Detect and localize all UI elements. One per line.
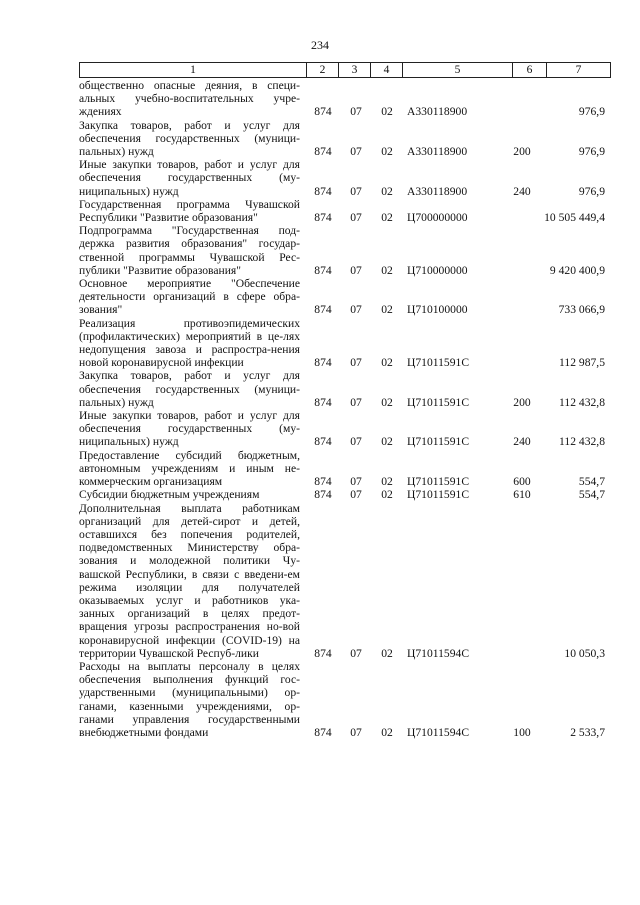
table-row [79, 369, 610, 409]
row-ministry-code: 874 [314, 184, 332, 198]
table-row [79, 119, 610, 159]
row-section-code: 07 [350, 646, 362, 660]
row-ministry-code: 874 [314, 475, 332, 489]
row-section-code: 07 [350, 303, 362, 317]
row-ministry-code: 874 [314, 435, 332, 449]
row-subsection-code: 02 [381, 263, 393, 277]
row-section-code: 07 [350, 475, 362, 489]
header-col-1: 1 [80, 63, 307, 78]
row-expense-type: 200 [513, 395, 531, 409]
table-row [79, 79, 610, 119]
row-subsection-code: 02 [381, 145, 393, 159]
header-col-7: 7 [547, 63, 611, 78]
row-description: Подпрограмма "Государственная под-держка развития образования" государ-ственной программы Чувашской Рес-публики "Развитие образования" [79, 224, 300, 277]
row-ministry-code: 874 [314, 725, 332, 739]
row-ministry-code: 874 [314, 211, 332, 225]
row-section-code: 07 [350, 435, 362, 449]
row-amount: 112 432,8 [559, 395, 605, 409]
row-section-code: 07 [350, 395, 362, 409]
row-subsection-code: 02 [381, 646, 393, 660]
row-description: Государственная программа Чувашской Республики "Развитие образования" [79, 197, 300, 225]
row-amount: 10 050,3 [564, 646, 605, 660]
row-subsection-code: 02 [381, 475, 393, 489]
row-expense-type: 100 [513, 725, 531, 739]
row-target-article: Ц71011594С [407, 725, 470, 739]
row-target-article: Ц710000000 [407, 263, 468, 277]
row-section-code: 07 [350, 211, 362, 225]
row-amount: 10 505 449,4 [544, 211, 605, 225]
row-subsection-code: 02 [381, 395, 393, 409]
row-section-code: 07 [350, 145, 362, 159]
row-target-article: А330118900 [407, 105, 468, 119]
row-ministry-code: 874 [314, 356, 332, 370]
row-ministry-code: 874 [314, 145, 332, 159]
header-col-6: 6 [513, 63, 547, 78]
row-section-code: 07 [350, 105, 362, 119]
page-number: 234 [311, 38, 329, 52]
row-amount: 2 533,7 [570, 725, 605, 739]
row-ministry-code: 874 [314, 488, 332, 502]
row-ministry-code: 874 [314, 263, 332, 277]
table-row [79, 502, 610, 660]
row-description: Расходы на выплаты персоналу в целях обеспечения выполнения функций гос-ударственными (муниципальными) ор-ганами, казенными учреждениями, ор-ганами управления государственными внебюджетными фондами [79, 659, 300, 739]
row-description: Иные закупки товаров, работ и услуг для обеспечения государственных (му-ниципальных) нужд [79, 158, 300, 198]
row-ministry-code: 874 [314, 395, 332, 409]
row-target-article: Ц71011591С [407, 488, 470, 502]
row-expense-type: 600 [513, 475, 531, 489]
row-subsection-code: 02 [381, 184, 393, 198]
row-description: Дополнительная выплата работникам организаций для детей-сирот и детей, оставшихся без попечения родителей, подведомственных Министерству обра-зования и молодежной политики Чу-вашской Республики, в связи с введени-ем режима изоляции для получателей оказываемых услуг и работников ука-занных организаций в целях предот-вращения угрозы распространения но-вой коронавирусной инфекции (COVID-19) на территории Чувашской Респуб-лики [79, 501, 300, 660]
row-description: Основное мероприятие "Обеспечение деятельности организаций в сфере обра-зования" [79, 277, 300, 317]
table-row [79, 660, 610, 739]
table-row [79, 224, 610, 277]
row-description: общественно опасные деяния, в специ-альных учебно-воспитательных учре-ждениях [79, 79, 300, 119]
row-expense-type: 240 [513, 184, 531, 198]
row-section-code: 07 [350, 488, 362, 502]
row-description: Иные закупки товаров, работ и услуг для обеспечения государственных (му-ниципальных) нужд [79, 409, 300, 449]
row-expense-type: 240 [513, 435, 531, 449]
header-col-3: 3 [339, 63, 371, 78]
row-ministry-code: 874 [314, 105, 332, 119]
row-amount: 976,9 [578, 105, 605, 119]
row-amount: 554,7 [578, 475, 605, 489]
row-target-article: Ц71011591С [407, 395, 470, 409]
row-amount: 112 987,5 [559, 356, 605, 370]
row-ministry-code: 874 [314, 646, 332, 660]
column-number-header [79, 62, 611, 78]
row-target-article: А330118900 [407, 184, 468, 198]
row-amount: 733 066,9 [558, 303, 605, 317]
row-description: Субсидии бюджетным учреждениям [79, 488, 260, 502]
row-section-code: 07 [350, 356, 362, 370]
row-description: Закупка товаров, работ и услуг для обеспечения государственных (муници-пальных) нужд [79, 118, 300, 159]
row-target-article: Ц71011594С [407, 646, 470, 660]
row-amount: 112 432,8 [559, 435, 605, 449]
row-section-code: 07 [350, 184, 362, 198]
table-row [79, 277, 610, 317]
table-row [79, 409, 610, 449]
table-row [79, 317, 610, 370]
row-amount: 9 420 400,9 [549, 263, 605, 277]
table-row [79, 198, 610, 224]
row-target-article: Ц71011591С [407, 475, 470, 489]
row-target-article: Ц71011591С [407, 356, 470, 370]
row-subsection-code: 02 [381, 488, 393, 502]
table-row [79, 488, 610, 501]
row-amount: 976,9 [578, 184, 605, 198]
row-description: Закупка товаров, работ и услуг для обеспечения государственных (муници-пальных) нужд [79, 369, 300, 409]
row-description: Реализация противоэпидемических (профилактических) мероприятий в це-лях недопущения завоза и распростра-нения новой коронавирусной инфекции [79, 316, 300, 370]
row-subsection-code: 02 [381, 356, 393, 370]
table-row [79, 158, 610, 198]
row-subsection-code: 02 [381, 725, 393, 739]
row-subsection-code: 02 [381, 435, 393, 449]
row-target-article: А330118900 [407, 145, 468, 159]
row-amount: 554,7 [578, 488, 605, 502]
header-col-4: 4 [371, 63, 403, 78]
row-expense-type: 610 [513, 488, 531, 502]
budget-table-body [79, 79, 610, 739]
row-expense-type: 200 [513, 145, 531, 159]
header-col-2: 2 [307, 63, 339, 78]
table-row [79, 449, 610, 489]
row-section-code: 07 [350, 725, 362, 739]
row-subsection-code: 02 [381, 303, 393, 317]
row-target-article: Ц71011591С [407, 435, 470, 449]
row-target-article: Ц700000000 [407, 211, 468, 225]
row-subsection-code: 02 [381, 211, 393, 225]
row-section-code: 07 [350, 263, 362, 277]
row-target-article: Ц710100000 [407, 303, 468, 317]
header-col-5: 5 [403, 63, 513, 78]
row-description: Предоставление субсидий бюджетным, автономным учреждениям и иным не-коммерческим организациям [79, 448, 300, 489]
row-amount: 976,9 [578, 145, 605, 159]
row-ministry-code: 874 [314, 303, 332, 317]
row-subsection-code: 02 [381, 105, 393, 119]
